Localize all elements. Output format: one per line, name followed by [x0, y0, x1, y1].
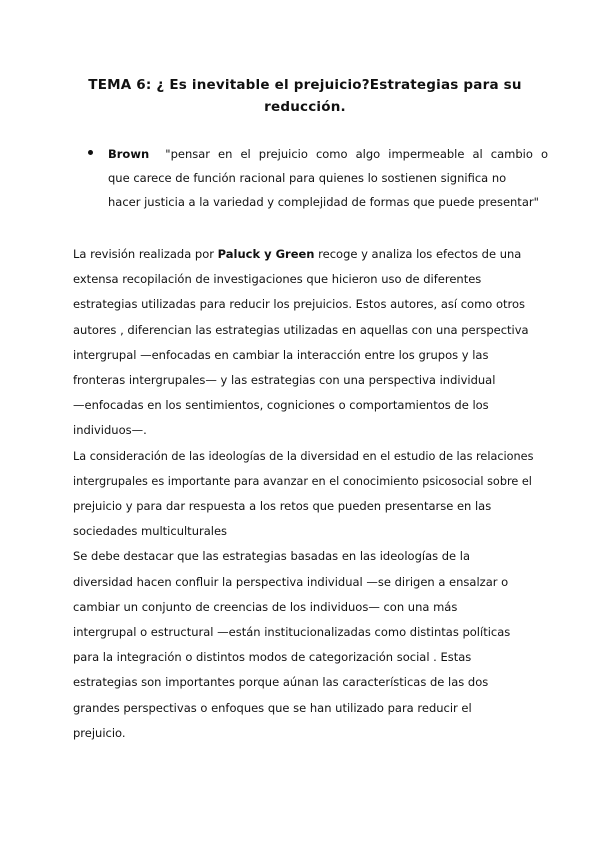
- cited-authors: Paluck y Green: [217, 247, 315, 261]
- paragraph-1-line: estrategias utilizadas para reducir los prejuicios. Estos autores, así como otros: [73, 297, 526, 312]
- paragraph-1-line: extensa recopilación de investigaciones que hicieron uso de diferentes: [73, 272, 482, 287]
- paragraph-1-line: individuos—.: [73, 423, 147, 438]
- paragraph-3-line: estrategias son importantes porque aúnan las características de las dos: [73, 675, 489, 690]
- quote-line-3: hacer justicia a la variedad y complejidad de formas que puede presentar": [108, 195, 539, 209]
- paragraph-1-line: —enfocadas en los sentimientos, cogniciones o comportamientos de los: [73, 398, 489, 413]
- quote-line-1: [108, 142, 548, 166]
- paragraph-2-line: prejuicio y para dar respuesta a los retos que pueden presentarse en las: [73, 499, 492, 514]
- quote-line-1-text: "pensar en el prejuicio como algo impermeable al cambio o: [165, 147, 548, 161]
- paragraph-3-line: diversidad hacen confluir la perspectiva individual —se dirigen a ensalzar o: [73, 574, 509, 589]
- paragraph-2-line: La consideración de las ideologías de la diversidad en el estudio de las relaciones: [73, 449, 534, 463]
- paragraph-2-line: sociedades multiculturales: [73, 524, 228, 539]
- paragraph-3-line: prejuicio.: [73, 725, 126, 740]
- page-title: [70, 74, 540, 118]
- paragraph-3-line: para la integración o distintos modos de categorización social . Estas: [73, 650, 472, 665]
- p1-line1-post: recoge y analiza los efectos de una: [314, 247, 522, 261]
- title-line-1: TEMA 6: ¿ Es inevitable el prejuicio?Estrategias para su: [88, 77, 522, 93]
- body-text: [73, 242, 533, 746]
- title-line-2: reducción.: [264, 99, 346, 115]
- paragraph-1-line: autores , diferencian las estrategias utilizadas en aquellas con una perspectiva: [73, 322, 529, 337]
- paragraph-1-line-1: [73, 242, 533, 267]
- paragraph-1-line: fronteras intergrupales— y las estrategias con una perspectiva individual: [73, 373, 496, 388]
- paragraph-3-line: grandes perspectivas o enfoques que se han utilizado para reducir el: [73, 700, 472, 715]
- quote-line-2: que carece de función racional para quienes lo sostienen significa no: [108, 171, 507, 185]
- quote-author: Brown: [108, 147, 150, 161]
- paragraph-1-line: intergrupal —enfocadas en cambiar la interacción entre los grupos y las: [73, 347, 489, 362]
- paragraph-2-line: intergrupales es importante para avanzar en el conocimiento psicosocial sobre el: [73, 474, 532, 488]
- paragraph-3-line: Se debe destacar que las estrategias basadas en las ideologías de la: [73, 549, 471, 564]
- p1-line1-pre: La revisión realizada por: [73, 247, 218, 261]
- paragraph-3-line: intergrupal o estructural —están institucionalizadas como distintas políticas: [73, 625, 511, 640]
- bullet-dot-icon: [88, 150, 93, 155]
- quote-text: [108, 142, 548, 214]
- paragraph-3-line: cambiar un conjunto de creencias de los individuos— con una más: [73, 599, 458, 614]
